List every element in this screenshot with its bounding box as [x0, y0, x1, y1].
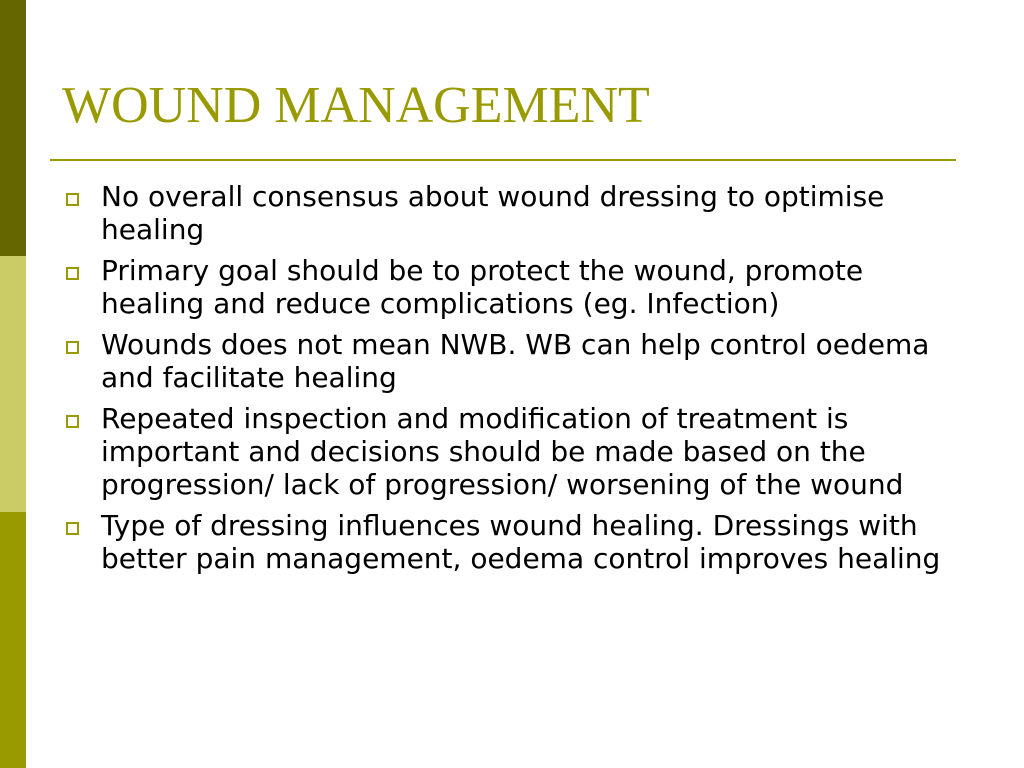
- square-bullet-icon: [66, 341, 79, 354]
- square-bullet-icon: [66, 267, 79, 280]
- bullet-item: [66, 402, 966, 501]
- square-bullet-icon: [66, 193, 79, 206]
- bullet-text: Type of dressing influences wound healing. Dressings with better pain management, oedema control improves healing: [101, 509, 941, 575]
- bullet-text: Wounds does not mean NWB. WB can help control oedema and facilitate healing: [101, 328, 930, 394]
- sidebar-decoration: [0, 0, 26, 768]
- bullet-text: Repeated inspection and modification of treatment is important and decisions should be made based on the progression/ lack of progression/ worsening of the wound: [101, 402, 904, 501]
- bullet-text: Primary goal should be to protect the wound, promote healing and reduce complications (eg. Infection): [101, 254, 864, 320]
- sidebar-segment-olive: [0, 512, 26, 768]
- slide-title: WOUND MANAGEMENT: [62, 77, 650, 134]
- title-divider: [50, 159, 956, 161]
- square-bullet-icon: [66, 415, 79, 428]
- bullet-item: [66, 180, 966, 246]
- bullet-item: [66, 254, 966, 320]
- square-bullet-icon: [66, 522, 79, 535]
- sidebar-segment-dark: [0, 0, 26, 256]
- bullet-item: [66, 328, 966, 394]
- bullet-text: No overall consensus about wound dressing to optimise healing: [101, 180, 885, 246]
- bullet-item: [66, 509, 966, 575]
- bullet-list: [66, 180, 966, 583]
- sidebar-segment-light: [0, 256, 26, 512]
